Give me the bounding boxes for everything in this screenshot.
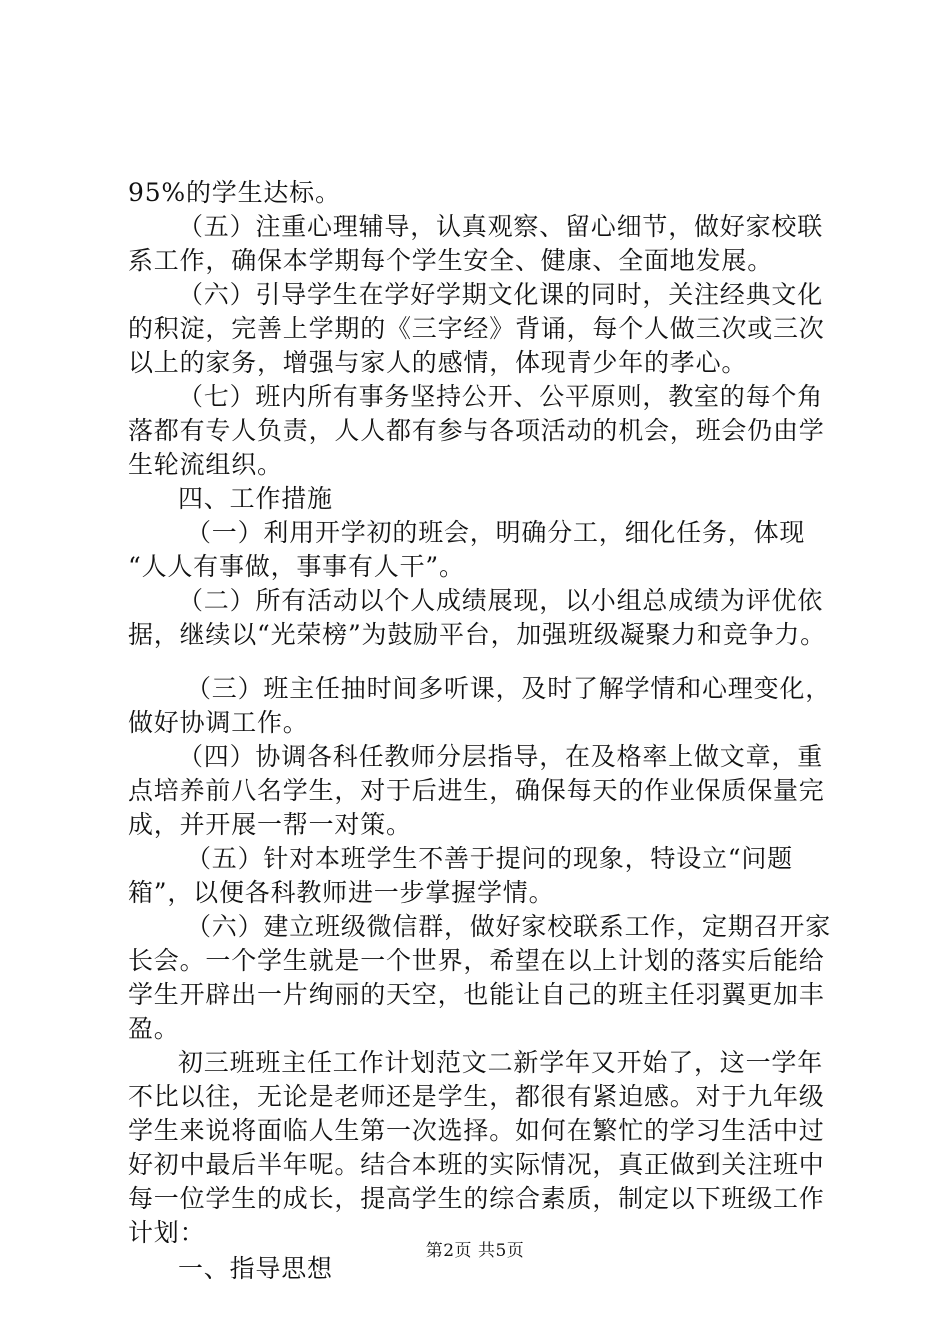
section-heading: 一、指导思想 xyxy=(178,1254,333,1283)
paragraph-line: 系工作，确保本学期每个学生安全、健康、全面地发展。 xyxy=(128,246,774,275)
paragraph-line: 成，并开展一帮一对策。 xyxy=(128,810,412,839)
paragraph-line: 初三班班主任工作计划范文二新学年又开始了，这一学年 xyxy=(178,1048,824,1077)
paragraph-line: （一）利用开学初的班会，明确分工，细化任务，体现 xyxy=(186,518,806,547)
paragraph-line: 学生来说将面临人生第一次选择。如何在繁忙的学习生活中过 xyxy=(128,1116,825,1145)
page-number-footer: 第2页 共5页 xyxy=(425,1241,525,1261)
paragraph-line: 95%的学生达标。 xyxy=(128,178,341,207)
paragraph-line: （五）注重心理辅导，认真观察、留心细节，做好家校联 xyxy=(178,212,824,241)
paragraph-line: 盈。 xyxy=(128,1014,180,1043)
paragraph-line: 学生开辟出一片绚丽的天空，也能让自己的班主任羽翼更加丰 xyxy=(128,980,825,1009)
paragraph-line: 点培养前八名学生，对于后进生，确保每天的作业保质保量完 xyxy=(128,776,825,805)
paragraph-line: （五）针对本班学生不善于提问的现象，特设立“问题 xyxy=(186,844,793,873)
paragraph-line: 落都有专人负责，人人都有参与各项活动的机会，班会仍由学 xyxy=(128,416,825,445)
paragraph-line: （二）所有活动以个人成绩展现，以小组总成绩为评优依 xyxy=(178,586,824,615)
paragraph-line: 箱”，以便各科教师进一步掌握学情。 xyxy=(128,878,555,907)
paragraph-line: 不比以往，无论是老师还是学生，都很有紧迫感。对于九年级 xyxy=(128,1082,825,1111)
paragraph-line: 计划： xyxy=(128,1218,206,1247)
paragraph-line: 的积淀，完善上学期的《三字经》背诵，每个人做三次或三次 xyxy=(128,314,825,343)
paragraph-line: 以上的家务，增强与家人的感情，体现青少年的孝心。 xyxy=(128,348,748,377)
section-heading: 四、工作措施 xyxy=(178,484,333,513)
paragraph-line: （四）协调各科任教师分层指导，在及格率上做文章，重 xyxy=(178,742,824,771)
paragraph-line: （六）建立班级微信群，做好家校联系工作，定期召开家 xyxy=(186,912,832,941)
paragraph-line: “人人有事做，事事有人干”。 xyxy=(128,552,465,581)
paragraph-line: 据，继续以“光荣榜”为鼓励平台，加强班级凝聚力和竞争力。 xyxy=(128,620,826,649)
paragraph-line: 做好协调工作。 xyxy=(128,708,309,737)
paragraph-line: （七）班内所有事务坚持公开、公平原则，教室的每个角 xyxy=(178,382,824,411)
paragraph-line: 每一位学生的成长，提高学生的综合素质，制定以下班级工作 xyxy=(128,1184,825,1213)
paragraph-line: 长会。一个学生就是一个世界，希望在以上计划的落实后能给 xyxy=(128,946,825,975)
paragraph-line: 生轮流组织。 xyxy=(128,450,283,479)
paragraph-line: （三）班主任抽时间多听课，及时了解学情和心理变化， xyxy=(186,674,832,703)
paragraph-line: 好初中最后半年呢。结合本班的实际情况，真正做到关注班中 xyxy=(128,1150,825,1179)
paragraph-line: （六）引导学生在学好学期文化课的同时，关注经典文化 xyxy=(178,280,824,309)
